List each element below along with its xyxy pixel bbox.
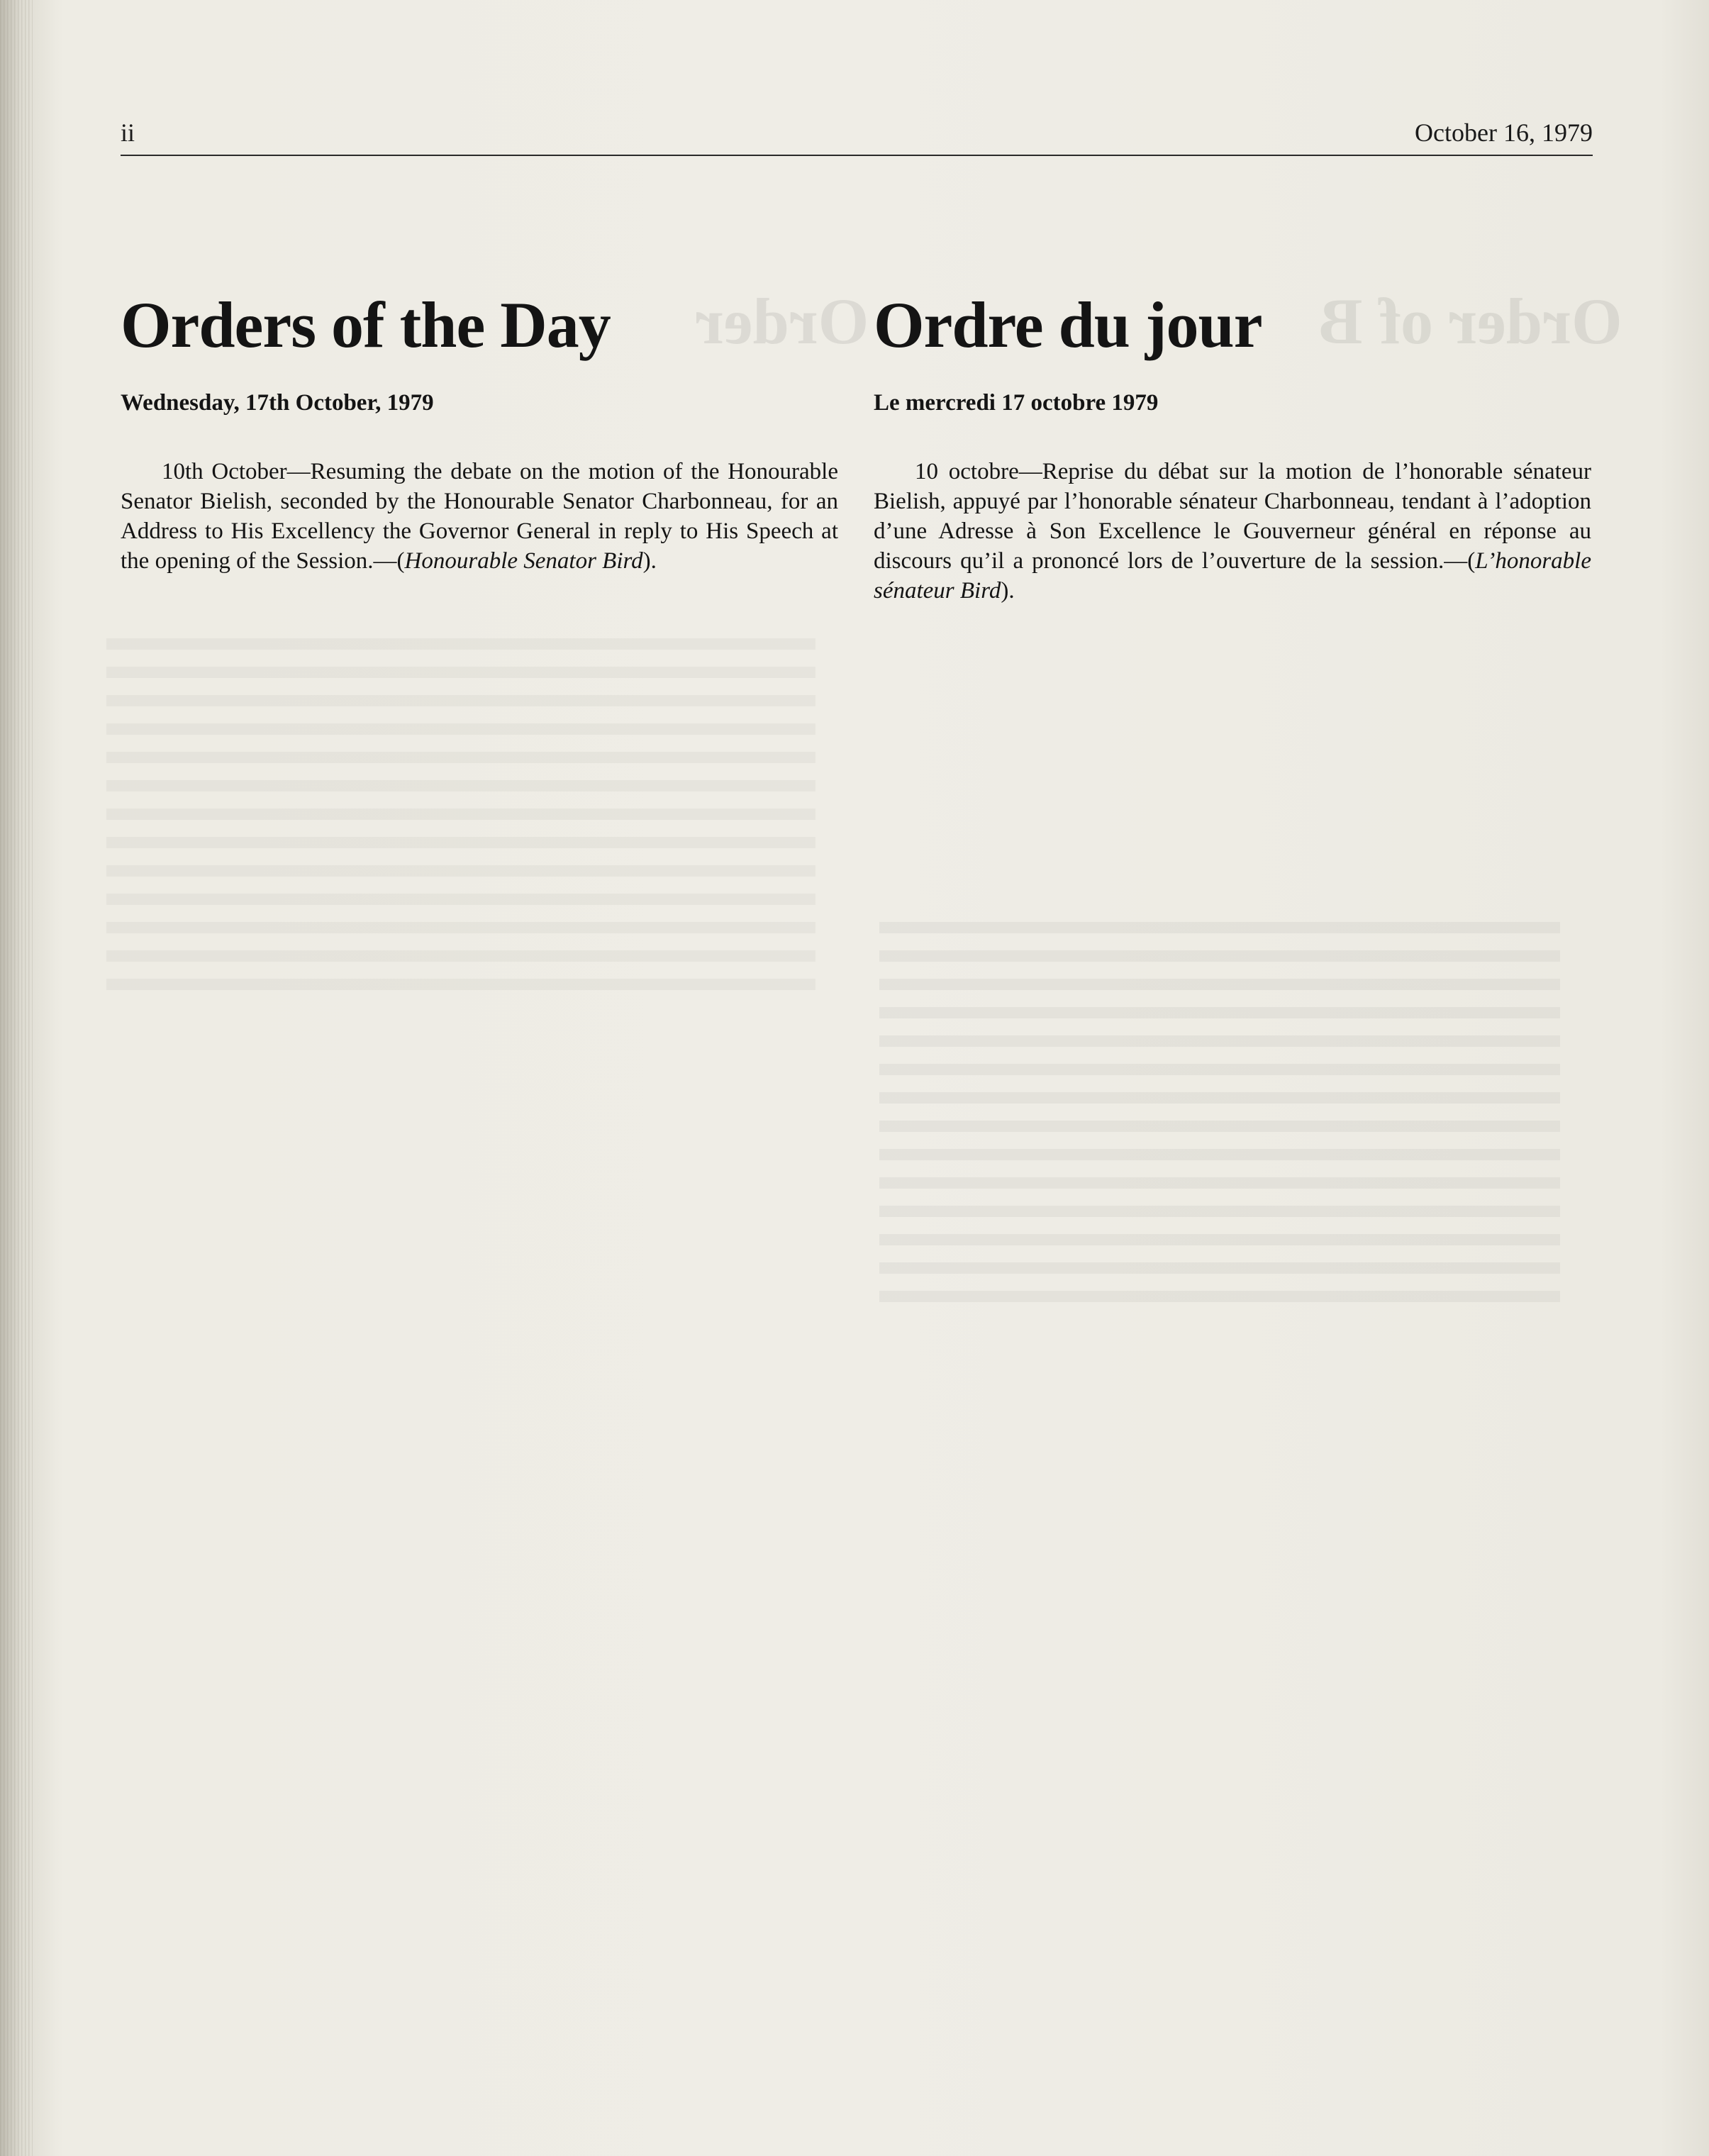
header-date: October 16, 1979 <box>1415 118 1593 147</box>
english-entry-text: 10th October—Resuming the debate on the motion of the Honourable Senator Bielish, seconded by the Honourable Senator Charbonneau, for an Address to His Excellency the Governor General in reply to His Speech at the opening of the Session.—( <box>121 459 838 574</box>
french-entry-text: 10 octobre—Reprise du débat sur la motion de l’honorable sénateur Bielish, appuyé par l’honorable sénateur Charbonneau, tendant à l’adoption d’une Adresse à Son Excellence le Gouverneur général en réponse au discours qu’il a prononcé lors de l’ouverture de la session.—( <box>874 459 1591 574</box>
show-through-text-block-left <box>106 638 815 993</box>
french-title: Ordre du jour <box>874 289 1262 361</box>
french-date-line: Le mercredi 17 octobre 1979 <box>874 390 1159 416</box>
french-entry-sponsor: L’honorable sénateur Bird <box>874 548 1591 604</box>
english-title: Orders of the Day <box>121 289 611 361</box>
page-edge-lines <box>0 0 33 2156</box>
english-date-line: Wednesday, 17th October, 1979 <box>121 390 434 416</box>
french-entry-end: ). <box>1001 578 1015 604</box>
english-column <box>121 289 838 576</box>
french-order-entry <box>874 457 1591 606</box>
header-rule <box>121 155 1593 156</box>
english-order-entry <box>121 457 838 576</box>
show-through-title-right: Order of B <box>1319 285 1622 357</box>
french-column <box>874 289 1591 606</box>
page-number: ii <box>121 118 135 147</box>
english-entry-end: ). <box>642 548 657 574</box>
running-header <box>121 118 1593 155</box>
show-through-title-left: Order <box>695 285 869 357</box>
english-entry-sponsor: Honourable Senator Bird <box>404 548 643 574</box>
show-through-text-block <box>879 922 1560 1319</box>
